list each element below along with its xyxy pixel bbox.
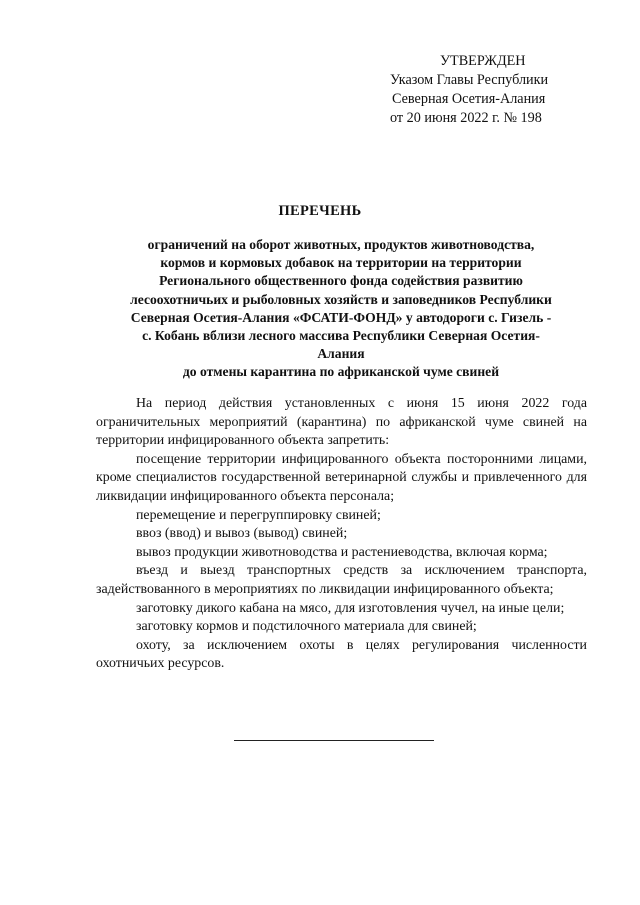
subtitle-line: с. Кобань вблизи лесного массива Республики Северная Осетия- (142, 328, 540, 344)
approval-stamp (388, 52, 618, 128)
closing-separator-line (234, 740, 434, 741)
restriction-item: ввоз (ввод) и вывоз (вывод) свиней; (136, 526, 348, 542)
restriction-item: охоту, за исключением охоты в целях регулирования численности охотничьих ресурсов. (96, 637, 587, 672)
approval-authority: Указом Главы Республики (390, 72, 549, 88)
subtitle-line: кормов и кормовых добавок на территории на территории (160, 255, 522, 271)
intro-paragraph: На период действия установленных с июня 15 июня 2022 года ограничительных мероприятий (карантина) по африканской чуме свиней на территории инфицированного объекта запретить: (96, 396, 587, 449)
document-title: ПЕРЕЧЕНЬ (278, 203, 362, 219)
subtitle-line: Алания (317, 346, 365, 362)
approval-date-number: от 20 июня 2022 г. № 198 (390, 110, 542, 126)
restriction-item: въезд и выезд транспортных средств за исключением транспорта, задействованного в мероприятиях по ликвидации инфицированного объекта; (96, 563, 587, 597)
restriction-item: заготовку кормов и подстилочного материала для свиней; (136, 619, 477, 635)
subtitle-line: лесоохотничьих и рыболовных хозяйств и заповедников Республики (130, 291, 552, 307)
document-subtitle (96, 236, 586, 382)
restriction-item: вывоз продукции животноводства и растениеводства, включая корма; (136, 544, 548, 560)
restriction-item: посещение территории инфицированного объекта посторонними лицами, кроме специалистов государственной ветеринарной службы и привлеченного для ликвидации инфицированного объекта персонала; (96, 451, 587, 504)
approval-region: Северная Осетия-Алания (392, 91, 546, 107)
approval-heading: УТВЕРЖДЕН (440, 53, 526, 69)
subtitle-line: ограничений на оборот животных, продуктов животноводства, (147, 237, 535, 252)
subtitle-line: до отмены карантина по африканской чуме свиней (182, 364, 500, 380)
restriction-item: заготовку дикого кабана на мясо, для изготовления чучел, на иные цели; (136, 600, 565, 616)
document-body (96, 395, 587, 674)
subtitle-line: Северная Осетия-Алания «ФСАТИ-ФОНД» у автодороги с. Гизель - (130, 309, 552, 325)
subtitle-line: Регионального общественного фонда содействия развитию (159, 273, 523, 289)
restriction-item: перемещение и перегруппировку свиней; (136, 507, 381, 523)
